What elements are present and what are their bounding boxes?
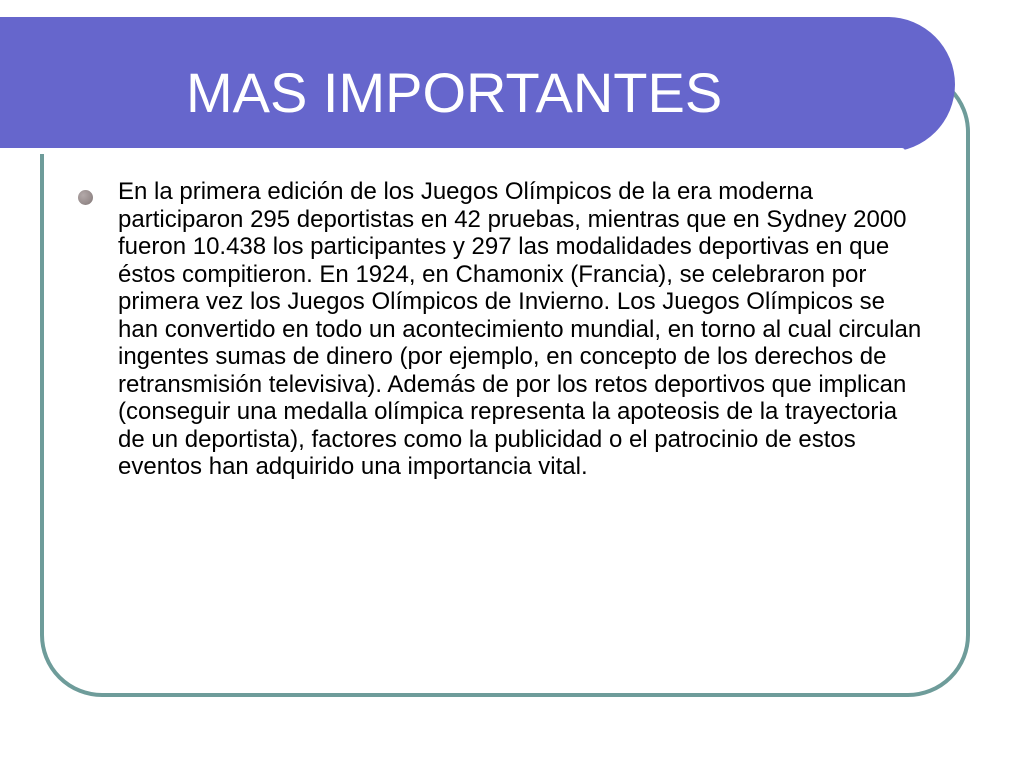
title-bar	[0, 17, 955, 152]
bullet-item	[78, 178, 928, 481]
bullet-dot-icon	[78, 190, 93, 205]
slide-content	[78, 178, 928, 481]
title-underline	[0, 148, 905, 154]
slide-title: MAS IMPORTANTES	[186, 61, 723, 124]
bullet-text: En la primera edición de los Juegos Olímpicos de la era moderna participaron 295 deportistas en 42 pruebas, mientras que en Sydney 2000 fueron 10.438 los participantes y 297 las modalidades deportivas en que éstos compitieron. En 1924, en Chamonix (Francia), se celebraron por primera vez los Juegos Olímpicos de Invierno. Los Juegos Olímpicos se han convertido en todo un acontecimiento mundial, en torno al cual circulan ingentes sumas de dinero (por ejemplo, en concepto de los derechos de retransmisión televisiva). Además de por los retos deportivos que implican (conseguir una medalla olímpica representa la apoteosis de la trayectoria de un deportista), factores como la publicidad o el patrocinio de estos eventos han adquirido una importancia vital.	[118, 178, 922, 480]
